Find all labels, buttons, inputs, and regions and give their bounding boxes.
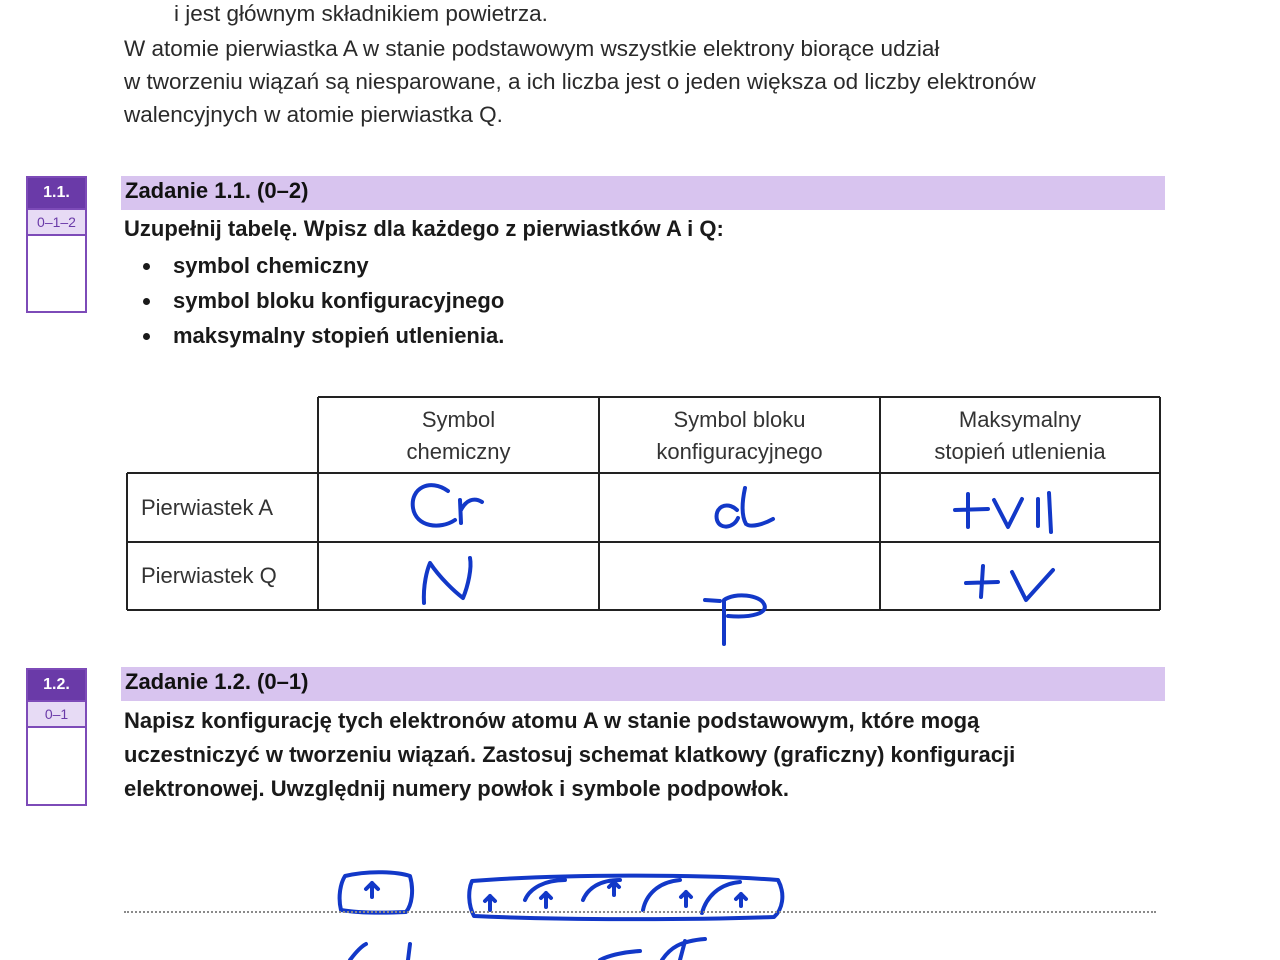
arrow-up-icon	[485, 896, 495, 910]
intro-line: W atomie pierwiastka A w stanie podstawowym wszystkie elektrony biorące udział	[124, 36, 940, 61]
task-points: 0–1	[28, 700, 85, 728]
intro-line: walencyjnych w atomie pierwiastka Q.	[124, 102, 503, 127]
arrow-up-icon	[609, 882, 619, 895]
subshell-label-4s	[350, 944, 410, 960]
task-instruction: Uzupełnij tabelę. Wpisz dla każdego z pierwiastków A i Q:	[124, 216, 724, 241]
list-item: symbol bloku konfiguracyjnego	[140, 283, 504, 318]
orbital-box-4s	[340, 872, 412, 912]
row-label: Pierwiastek A	[141, 495, 274, 520]
column-header: Symbol bloku konfiguracyjnego	[656, 406, 823, 464]
task-instruction: Napisz konfigurację tych elektronów atomu A w stanie podstawowym, które mogą uczestniczyć w tworzeniu wiązań. Zastosuj schemat klatkowy (graficzny) konfiguracji elektronowej. Uwzględnij numery powłok i symbole podpowłok.	[124, 708, 1016, 801]
task-number: 1.2.	[28, 670, 85, 700]
task-points: 0–1–2	[28, 208, 85, 236]
list-item: symbol chemiczny	[140, 248, 504, 283]
task-title: Zadanie 1.1. (0–2)	[125, 178, 309, 203]
row-label: Pierwiastek Q	[141, 563, 277, 588]
column-header: Symbol chemiczny	[406, 406, 511, 464]
orbital-divider	[525, 880, 740, 913]
arrow-up-icon	[366, 883, 378, 897]
answer-line[interactable]	[124, 911, 1156, 913]
arrow-up-icon	[681, 892, 691, 906]
task-title: Zadanie 1.2. (0–1)	[125, 669, 309, 694]
list-item: maksymalny stopień utlenienia.	[140, 318, 504, 353]
intro-line: w tworzeniu wiązań są niesparowane, a ich liczba jest o jeden większa od liczby elektronów	[124, 69, 1036, 94]
task-number: 1.1.	[28, 178, 85, 208]
intro-line: i jest głównym składnikiem powietrza.	[174, 1, 548, 26]
column-header: Maksymalny stopień utlenienia	[934, 406, 1106, 464]
arrow-up-icon	[541, 893, 551, 907]
arrow-up-icon	[736, 894, 746, 906]
subshell-label-3d	[600, 939, 705, 960]
